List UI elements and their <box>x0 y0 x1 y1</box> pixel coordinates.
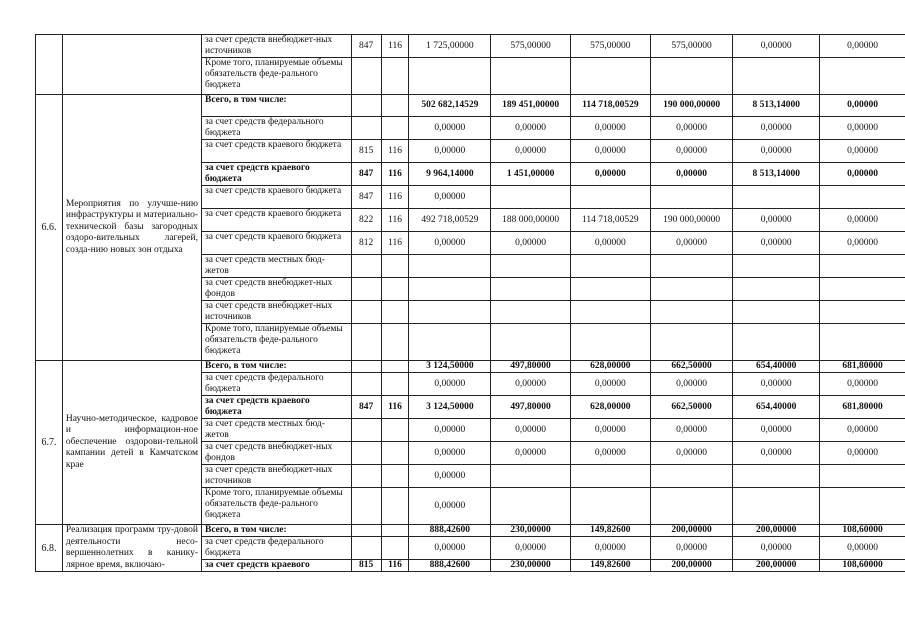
amount-cell: 0,00000 <box>733 373 820 396</box>
amount-cell: 0,00000 <box>650 419 733 442</box>
funding-source: за счет средств краевого бюджета <box>201 209 351 232</box>
amount-cell <box>650 324 733 361</box>
amount-cell: 0,00000 <box>650 117 733 140</box>
section-number: 6.6. <box>36 95 63 361</box>
section-number <box>36 35 63 95</box>
amount-cell: 628,00000 <box>570 396 650 419</box>
amount-cell <box>820 186 905 209</box>
amount-cell: 0,00000 <box>820 537 905 560</box>
amount-cell: 0,00000 <box>570 232 650 255</box>
section-code: 116 <box>381 140 409 163</box>
amount-cell <box>570 301 650 324</box>
amount-cell <box>570 465 650 488</box>
amount-cell: 492 718,00529 <box>409 209 491 232</box>
amount-cell <box>570 488 650 525</box>
ministry-code <box>351 95 381 117</box>
funding-source: за счет средств краевого бюджета <box>201 163 351 186</box>
amount-cell <box>409 301 491 324</box>
section-code <box>381 278 409 301</box>
ministry-code <box>351 278 381 301</box>
funding-source: Всего, в том числе: <box>201 525 351 537</box>
amount-cell: 0,00000 <box>820 117 905 140</box>
amount-cell: 3 124,50000 <box>409 396 491 419</box>
section-title: Научно-методическое, кадровое и информацион-ное обеспечение оздорови-тельной кампании детей в Камчатском крае <box>62 361 201 525</box>
section-code <box>381 537 409 560</box>
section-code <box>381 488 409 525</box>
amount-cell: 0,00000 <box>491 373 571 396</box>
section-code: 116 <box>381 396 409 419</box>
amount-cell: 108,60000 <box>820 525 905 537</box>
amount-cell: 662,50000 <box>650 396 733 419</box>
amount-cell <box>570 255 650 278</box>
funding-source: за счет средств федерального бюджета <box>201 373 351 396</box>
funding-source: за счет средств краевого бюджета <box>201 186 351 209</box>
ministry-code <box>351 255 381 278</box>
amount-cell: 0,00000 <box>409 140 491 163</box>
funding-source: за счет средств краевого бюджета <box>201 396 351 419</box>
funding-source: Всего, в том числе: <box>201 95 351 117</box>
amount-cell: 0,00000 <box>491 442 571 465</box>
amount-cell <box>491 255 571 278</box>
amount-cell <box>491 278 571 301</box>
amount-cell: 0,00000 <box>491 419 571 442</box>
amount-cell: 149,82600 <box>570 525 650 537</box>
amount-cell: 0,00000 <box>409 186 491 209</box>
funding-source: за счет средств внебюджет-ных источников <box>201 301 351 324</box>
funding-source: за счет средств внебюджет-ных источников <box>201 35 351 58</box>
amount-cell: 0,00000 <box>820 419 905 442</box>
section-title: Реализация программ тру-довой деятельности несо-вершеннолетних в канику-лярное время, включаю- <box>62 525 201 572</box>
amount-cell: 3 124,50000 <box>409 361 491 373</box>
section-code <box>381 442 409 465</box>
amount-cell <box>820 465 905 488</box>
funding-source: за счет средств федерального бюджета <box>201 117 351 140</box>
amount-cell: 0,00000 <box>650 232 733 255</box>
amount-cell: 681,80000 <box>820 396 905 419</box>
section-code: 116 <box>381 163 409 186</box>
table-row <box>36 95 905 117</box>
amount-cell <box>570 58 650 95</box>
amount-cell <box>409 255 491 278</box>
ministry-code <box>351 525 381 537</box>
amount-cell: 0,00000 <box>820 163 905 186</box>
amount-cell: 0,00000 <box>570 140 650 163</box>
section-code <box>381 301 409 324</box>
amount-cell <box>570 186 650 209</box>
amount-cell: 0,00000 <box>820 35 905 58</box>
amount-cell: 575,00000 <box>570 35 650 58</box>
amount-cell: 0,00000 <box>650 537 733 560</box>
budget-table <box>35 34 905 572</box>
amount-cell <box>733 278 820 301</box>
amount-cell: 662,50000 <box>650 361 733 373</box>
funding-source: за счет средств местных бюд-жетов <box>201 255 351 278</box>
amount-cell: 0,00000 <box>820 140 905 163</box>
table-body <box>36 35 905 572</box>
amount-cell: 108,60000 <box>820 560 905 572</box>
amount-cell <box>650 301 733 324</box>
amount-cell <box>570 324 650 361</box>
amount-cell: 200,00000 <box>650 525 733 537</box>
amount-cell: 0,00000 <box>650 373 733 396</box>
funding-source: за счет средств внебюджет-ных фондов <box>201 442 351 465</box>
ministry-code <box>351 488 381 525</box>
amount-cell <box>733 58 820 95</box>
ministry-code: 847 <box>351 396 381 419</box>
amount-cell: 0,00000 <box>733 140 820 163</box>
ministry-code: 815 <box>351 140 381 163</box>
amount-cell: 9 964,14000 <box>409 163 491 186</box>
amount-cell: 0,00000 <box>733 209 820 232</box>
amount-cell <box>733 465 820 488</box>
amount-cell: 0,00000 <box>570 373 650 396</box>
amount-cell <box>409 278 491 301</box>
section-code: 116 <box>381 560 409 572</box>
amount-cell: 497,80000 <box>491 396 571 419</box>
section-code <box>381 95 409 117</box>
amount-cell: 0,00000 <box>409 442 491 465</box>
amount-cell: 0,00000 <box>570 117 650 140</box>
amount-cell: 114 718,00529 <box>570 95 650 117</box>
amount-cell: 0,00000 <box>409 232 491 255</box>
amount-cell <box>733 488 820 525</box>
funding-source: за счет средств внебюджет-ных фондов <box>201 278 351 301</box>
ministry-code <box>351 361 381 373</box>
funding-source: за счет средств местных бюд-жетов <box>201 419 351 442</box>
amount-cell <box>650 465 733 488</box>
amount-cell: 8 513,14000 <box>733 95 820 117</box>
ministry-code: 815 <box>351 560 381 572</box>
amount-cell: 0,00000 <box>491 117 571 140</box>
section-number: 6.7. <box>36 361 63 525</box>
ministry-code <box>351 301 381 324</box>
amount-cell: 0,00000 <box>733 232 820 255</box>
amount-cell: 1 725,00000 <box>409 35 491 58</box>
amount-cell: 0,00000 <box>733 35 820 58</box>
budget-table-sheet <box>35 34 905 572</box>
amount-cell: 0,00000 <box>491 232 571 255</box>
amount-cell: 0,00000 <box>733 537 820 560</box>
amount-cell: 200,00000 <box>650 560 733 572</box>
amount-cell: 0,00000 <box>733 442 820 465</box>
ministry-code: 847 <box>351 35 381 58</box>
section-code <box>381 324 409 361</box>
amount-cell: 0,00000 <box>409 488 491 525</box>
amount-cell: 0,00000 <box>820 95 905 117</box>
funding-source: за счет средств краевого бюджета <box>201 232 351 255</box>
amount-cell: 188 000,00000 <box>491 209 571 232</box>
amount-cell: 0,00000 <box>409 117 491 140</box>
ministry-code: 812 <box>351 232 381 255</box>
amount-cell: 149,82600 <box>570 560 650 572</box>
funding-source: за счет средств федерального бюджета <box>201 537 351 560</box>
ministry-code <box>351 117 381 140</box>
amount-cell: 114 718,00529 <box>570 209 650 232</box>
amount-cell <box>409 324 491 361</box>
section-code: 116 <box>381 35 409 58</box>
amount-cell: 0,00000 <box>491 537 571 560</box>
amount-cell: 0,00000 <box>409 373 491 396</box>
amount-cell: 497,80000 <box>491 361 571 373</box>
section-code <box>381 525 409 537</box>
table-row <box>36 361 905 373</box>
amount-cell: 0,00000 <box>650 140 733 163</box>
amount-cell: 190 000,00000 <box>650 95 733 117</box>
section-code: 116 <box>381 232 409 255</box>
amount-cell: 654,40000 <box>733 396 820 419</box>
table-row <box>36 525 905 537</box>
amount-cell <box>650 186 733 209</box>
amount-cell <box>820 488 905 525</box>
amount-cell: 200,00000 <box>733 525 820 537</box>
amount-cell <box>733 186 820 209</box>
amount-cell <box>733 324 820 361</box>
amount-cell <box>491 58 571 95</box>
ministry-code <box>351 419 381 442</box>
amount-cell <box>650 58 733 95</box>
amount-cell: 200,00000 <box>733 560 820 572</box>
ministry-code: 847 <box>351 163 381 186</box>
amount-cell: 0,00000 <box>650 442 733 465</box>
amount-cell: 190 000,00000 <box>650 209 733 232</box>
amount-cell: 8 513,14000 <box>733 163 820 186</box>
section-code <box>381 419 409 442</box>
funding-source: Кроме того, планируемые объемы обязательств феде-рального бюджета <box>201 488 351 525</box>
ministry-code: 847 <box>351 186 381 209</box>
amount-cell <box>491 465 571 488</box>
amount-cell: 888,42600 <box>409 525 491 537</box>
ministry-code <box>351 324 381 361</box>
amount-cell: 0,00000 <box>820 232 905 255</box>
amount-cell <box>650 488 733 525</box>
amount-cell: 0,00000 <box>491 140 571 163</box>
amount-cell: 0,00000 <box>650 163 733 186</box>
ministry-code <box>351 442 381 465</box>
amount-cell <box>733 301 820 324</box>
section-code <box>381 465 409 488</box>
amount-cell: 0,00000 <box>820 209 905 232</box>
section-title: Мероприятия по улучше-нию инфраструктуры и материально-технической базы загородных оздоро-вительных лагерей, созда-нию новых зон отдыха <box>62 95 201 361</box>
amount-cell <box>820 324 905 361</box>
amount-cell: 0,00000 <box>733 117 820 140</box>
table-row <box>36 35 905 58</box>
amount-cell: 575,00000 <box>491 35 571 58</box>
section-code <box>381 255 409 278</box>
amount-cell: 0,00000 <box>570 419 650 442</box>
section-code <box>381 58 409 95</box>
amount-cell: 888,42600 <box>409 560 491 572</box>
ministry-code <box>351 537 381 560</box>
section-title <box>62 35 201 95</box>
amount-cell <box>570 278 650 301</box>
amount-cell <box>820 255 905 278</box>
amount-cell <box>491 186 571 209</box>
funding-source: Всего, в том числе: <box>201 361 351 373</box>
amount-cell: 230,00000 <box>491 525 571 537</box>
funding-source: за счет средств внебюджет-ных источников <box>201 465 351 488</box>
amount-cell: 0,00000 <box>570 163 650 186</box>
section-number: 6.8. <box>36 525 63 572</box>
ministry-code: 822 <box>351 209 381 232</box>
amount-cell: 654,40000 <box>733 361 820 373</box>
amount-cell: 0,00000 <box>733 419 820 442</box>
ministry-code <box>351 58 381 95</box>
funding-source: Кроме того, планируемые объемы обязательств феде-рального бюджета <box>201 58 351 95</box>
ministry-code <box>351 373 381 396</box>
amount-cell: 0,00000 <box>570 537 650 560</box>
amount-cell: 575,00000 <box>650 35 733 58</box>
amount-cell <box>491 324 571 361</box>
amount-cell <box>491 488 571 525</box>
amount-cell <box>650 278 733 301</box>
section-code <box>381 361 409 373</box>
section-code: 116 <box>381 209 409 232</box>
amount-cell <box>409 58 491 95</box>
amount-cell <box>820 58 905 95</box>
section-code: 116 <box>381 186 409 209</box>
ministry-code <box>351 465 381 488</box>
amount-cell <box>820 278 905 301</box>
amount-cell: 0,00000 <box>409 419 491 442</box>
amount-cell <box>491 301 571 324</box>
funding-source: за счет средств краевого бюджета <box>201 140 351 163</box>
amount-cell: 628,00000 <box>570 361 650 373</box>
amount-cell: 0,00000 <box>570 442 650 465</box>
section-code <box>381 373 409 396</box>
funding-source: Кроме того, планируемые объемы обязательств феде-рального бюджета <box>201 324 351 361</box>
amount-cell: 230,00000 <box>491 560 571 572</box>
amount-cell <box>820 301 905 324</box>
amount-cell: 0,00000 <box>820 442 905 465</box>
amount-cell: 502 682,14529 <box>409 95 491 117</box>
amount-cell: 1 451,00000 <box>491 163 571 186</box>
amount-cell: 0,00000 <box>820 373 905 396</box>
amount-cell <box>650 255 733 278</box>
funding-source: за счет средств краевого <box>201 560 351 572</box>
amount-cell: 0,00000 <box>409 537 491 560</box>
amount-cell <box>733 255 820 278</box>
amount-cell: 189 451,00000 <box>491 95 571 117</box>
amount-cell: 0,00000 <box>409 465 491 488</box>
section-code <box>381 117 409 140</box>
amount-cell: 681,80000 <box>820 361 905 373</box>
